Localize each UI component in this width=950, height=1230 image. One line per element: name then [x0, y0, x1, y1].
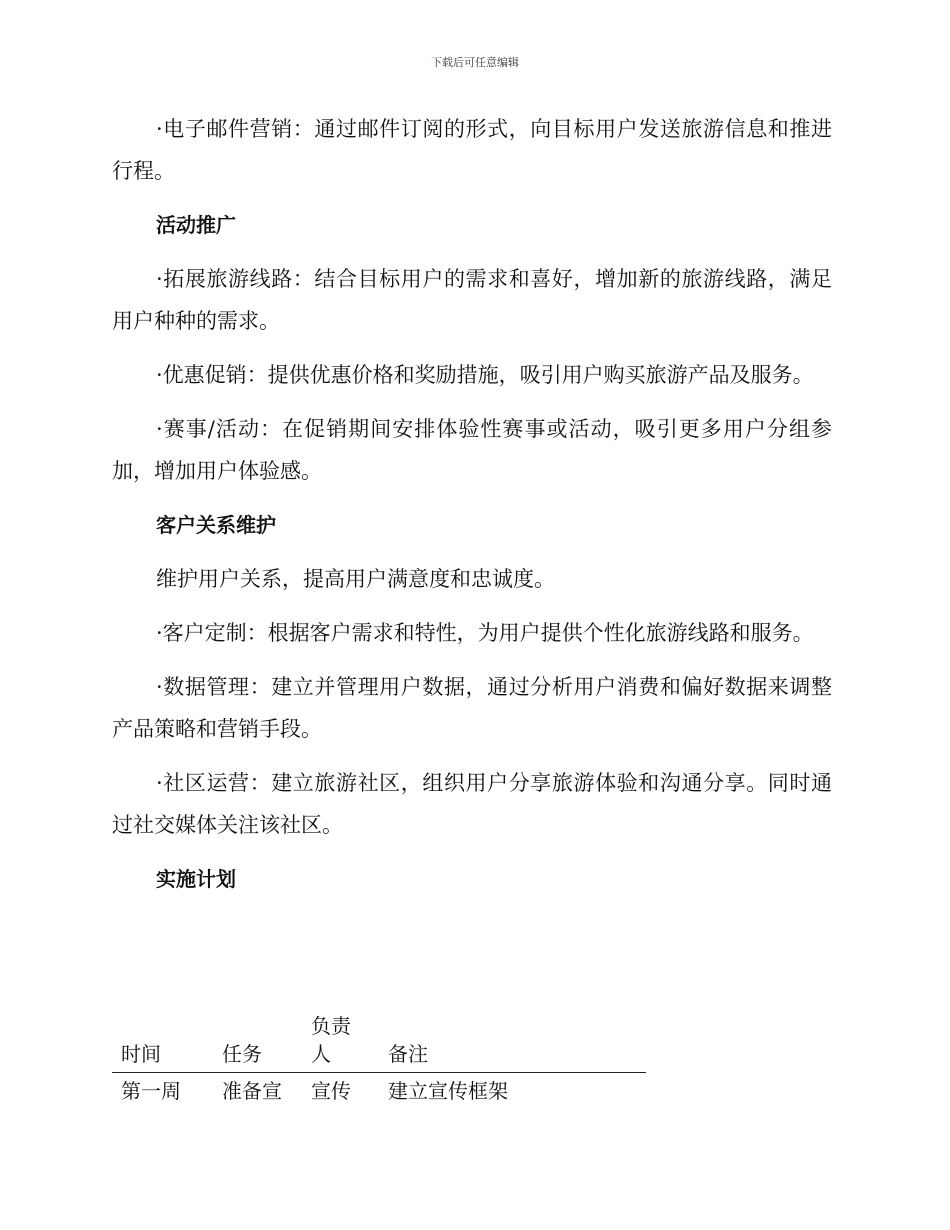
- page-header-note: 下载后可任意编辑: [431, 56, 519, 69]
- table-header-time: 时间: [112, 1012, 213, 1073]
- paragraph-email-marketing: ·电子邮件营销：通过邮件订阅的形式，向目标用户发送旅游信息和推进行程。: [112, 117, 832, 183]
- table-header-note: 备注: [379, 1012, 646, 1073]
- implementation-plan-table: [112, 1012, 646, 1105]
- table-header-task: 任务: [213, 1012, 302, 1073]
- paragraph-discount-promotion: ·优惠促销：提供优惠价格和奖励措施，吸引用户购买旅游产品及服务。: [156, 363, 814, 387]
- table-header-owner-label: 负责人: [311, 1014, 351, 1066]
- table-header-row: [112, 1012, 646, 1073]
- table-cell-owner: 宣传: [311, 1079, 351, 1103]
- paragraph-community: ·社区运营：建立旅游社区，组织用户分享旅游体验和沟通分享。同时通过社交媒体关注该社区。: [112, 771, 832, 837]
- table-cell-time: 第一周: [121, 1079, 181, 1103]
- heading-implementation-plan: 实施计划: [156, 867, 236, 891]
- document-body: [112, 108, 832, 912]
- table-cell-task: 准备宣: [222, 1079, 282, 1103]
- paragraph-customization: ·客户定制：根据客户需求和特性，为用户提供个性化旅游线路和服务。: [156, 621, 814, 645]
- paragraph-maintain-relations: 维护用户关系，提高用户满意度和忠诚度。: [156, 567, 555, 591]
- paragraph-data-management: ·数据管理：建立并管理用户数据，通过分析用户消费和偏好数据来调整产品策略和营销手段。: [112, 675, 832, 741]
- table-cell-note: 建立宣传框架: [388, 1079, 508, 1103]
- paragraph-events: ·赛事/活动：在促销期间安排体验性赛事或活动，吸引更多用户分组参加，增加用户体验感。: [112, 417, 832, 483]
- table-header-owner: [302, 1012, 379, 1073]
- heading-activity-promotion: 活动推广: [156, 213, 236, 237]
- heading-customer-relations: 客户关系维护: [156, 513, 276, 537]
- paragraph-expand-routes: ·拓展旅游线路：结合目标用户的需求和喜好，增加新的旅游线路，满足用户种种的需求。: [112, 267, 832, 333]
- table-row: [112, 1073, 646, 1106]
